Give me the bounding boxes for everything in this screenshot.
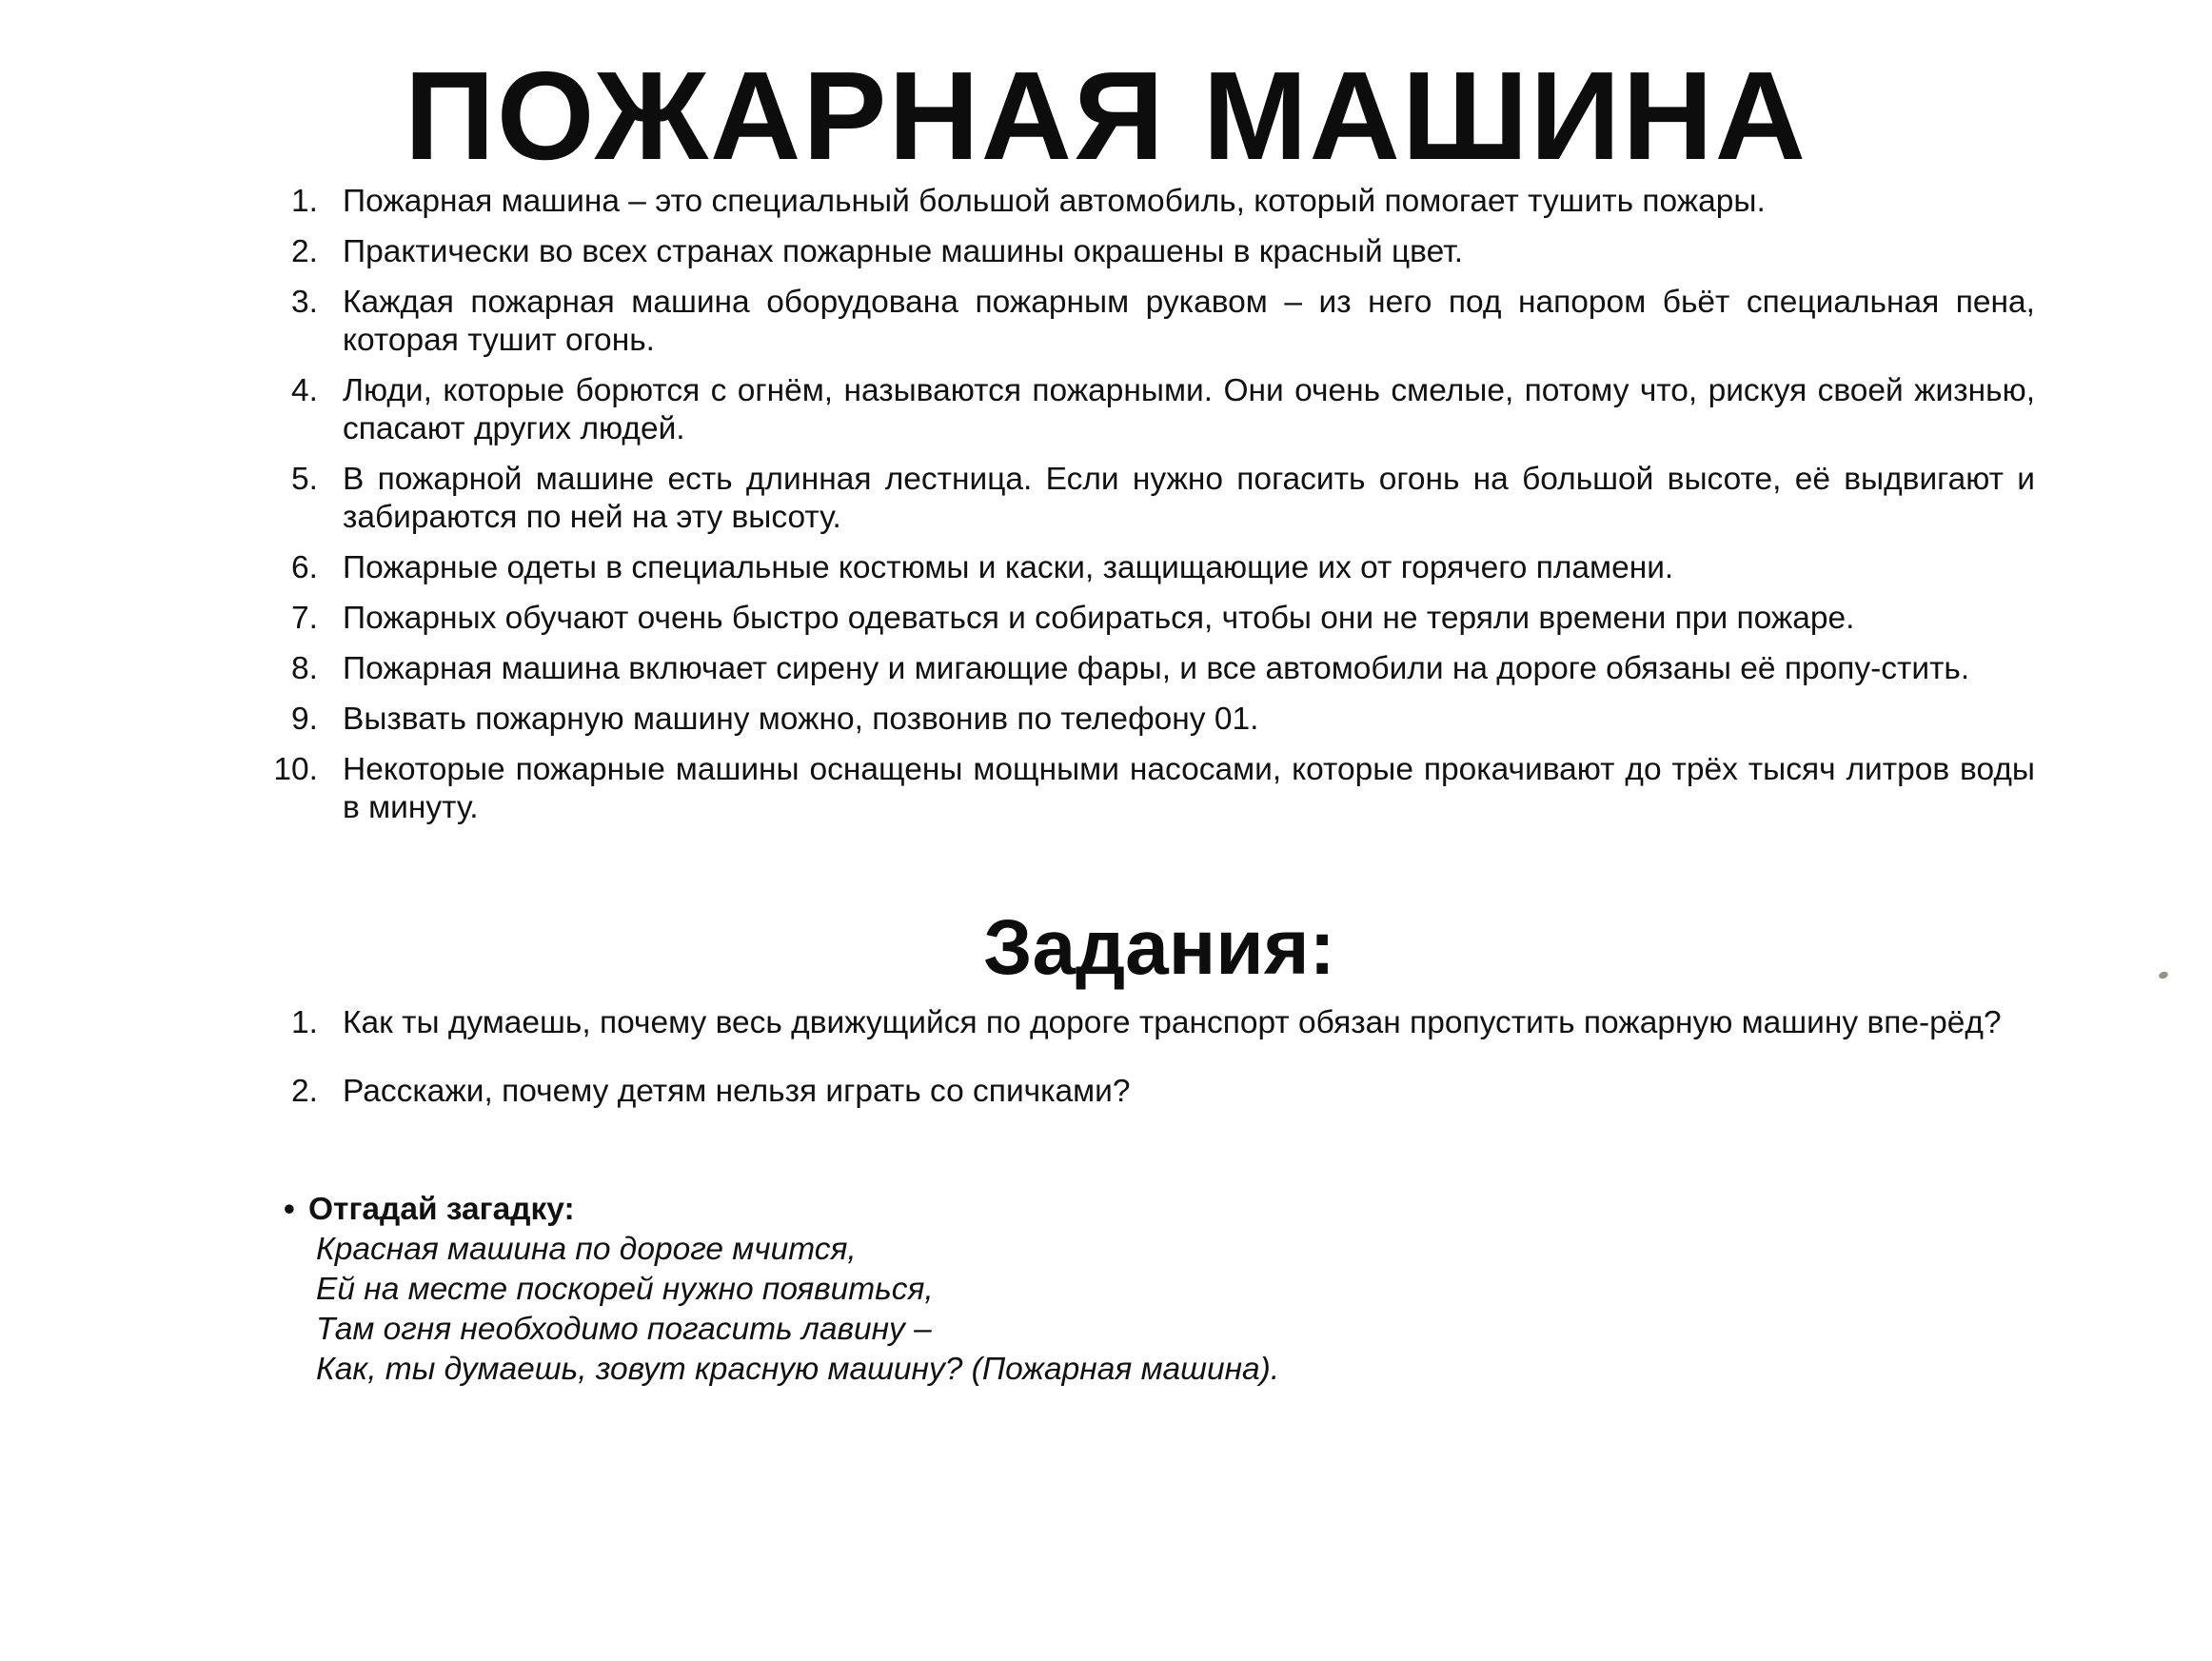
item-text: Как ты думаешь, почему весь движущийся по дороге транспорт обязан пропустить пожарную машину впе-рёд? — [343, 1005, 2002, 1040]
list-item — [284, 549, 2035, 587]
item-number: 1. — [291, 1005, 318, 1040]
item-number: 2. — [291, 1074, 318, 1109]
riddle-line: Красная машина по дороге мчится, — [316, 1232, 857, 1267]
list-item — [284, 233, 2035, 271]
item-number: 8. — [291, 651, 318, 686]
item-text: Вызвать пожарную машину можно, позвонив по телефону 01. — [343, 702, 1259, 737]
item-number: 6. — [291, 550, 318, 585]
item-number: 5. — [291, 462, 318, 497]
riddle-heading-text: Отгадай загадку: — [308, 1192, 575, 1227]
item-text: Люди, которые борются с огнём, называются пожарными. Они очень смелые, потому что, рискуя своей жизнью, спасают других людей. — [343, 373, 2035, 446]
item-text: Расскажи, почему детям нельзя играть со спичками? — [343, 1074, 1131, 1109]
task-item — [284, 1004, 2035, 1042]
item-number: 1. — [291, 184, 318, 219]
list-item — [273, 751, 2035, 827]
list-item — [284, 183, 2035, 221]
item-text: Практически во всех странах пожарные машины окрашены в красный цвет. — [343, 234, 1464, 269]
riddle-line: Ей на месте поскорей нужно появиться, — [316, 1272, 934, 1307]
list-item — [284, 372, 2035, 448]
list-item — [284, 701, 2035, 739]
tasks-heading: Задания: — [983, 904, 1335, 991]
item-text: Пожарных обучают очень быстро одеваться и собираться, чтобы они не теряли времени при пожаре. — [343, 601, 1855, 636]
riddle-block — [284, 1190, 1616, 1390]
item-text: Каждая пожарная машина оборудована пожарным рукавом – из него под напором бьёт специальная пена, которая тушит огонь. — [343, 285, 2035, 358]
list-item — [284, 650, 2035, 688]
item-number: 2. — [291, 234, 318, 269]
riddle-line: Там огня необходимо погасить лавину – — [316, 1312, 932, 1347]
list-item — [284, 461, 2035, 537]
item-number: 9. — [291, 702, 318, 737]
item-text: Пожарные одеты в специальные костюмы и каски, защищающие их от горячего пламени. — [343, 550, 1674, 585]
tasks-list — [284, 1004, 2035, 1141]
riddle-heading — [284, 1190, 1616, 1230]
item-number: 3. — [291, 285, 318, 320]
riddle-line: Как, ты думаешь, зовут красную машину? (Пожарная машина). — [316, 1352, 1280, 1387]
item-number: 7. — [291, 601, 318, 636]
list-item — [284, 600, 2035, 638]
facts-list — [273, 183, 2035, 840]
page-title: ПОЖАРНАЯ МАШИНА — [404, 46, 1808, 186]
bullet-icon: • — [284, 1192, 295, 1227]
item-text: Пожарная машина – это специальный большой автомобиль, который помогает тушить пожары. — [343, 184, 1766, 219]
item-text: Пожарная машина включает сирену и мигающие фары, и все автомобили на дороге обязаны её пропу-стить. — [343, 651, 1970, 686]
item-text: Некоторые пожарные машины оснащены мощными насосами, которые прокачивают до трёх тысяч литров воды в минуту. — [343, 752, 2035, 825]
item-number: 10. — [273, 752, 318, 787]
list-item — [284, 284, 2035, 360]
item-text: В пожарной машине есть длинная лестница. Если нужно погасить огонь на большой высоте, её выдвигают и забираются по ней на эту высоту. — [343, 462, 2035, 535]
item-number: 4. — [291, 373, 318, 408]
task-item — [284, 1073, 2035, 1111]
